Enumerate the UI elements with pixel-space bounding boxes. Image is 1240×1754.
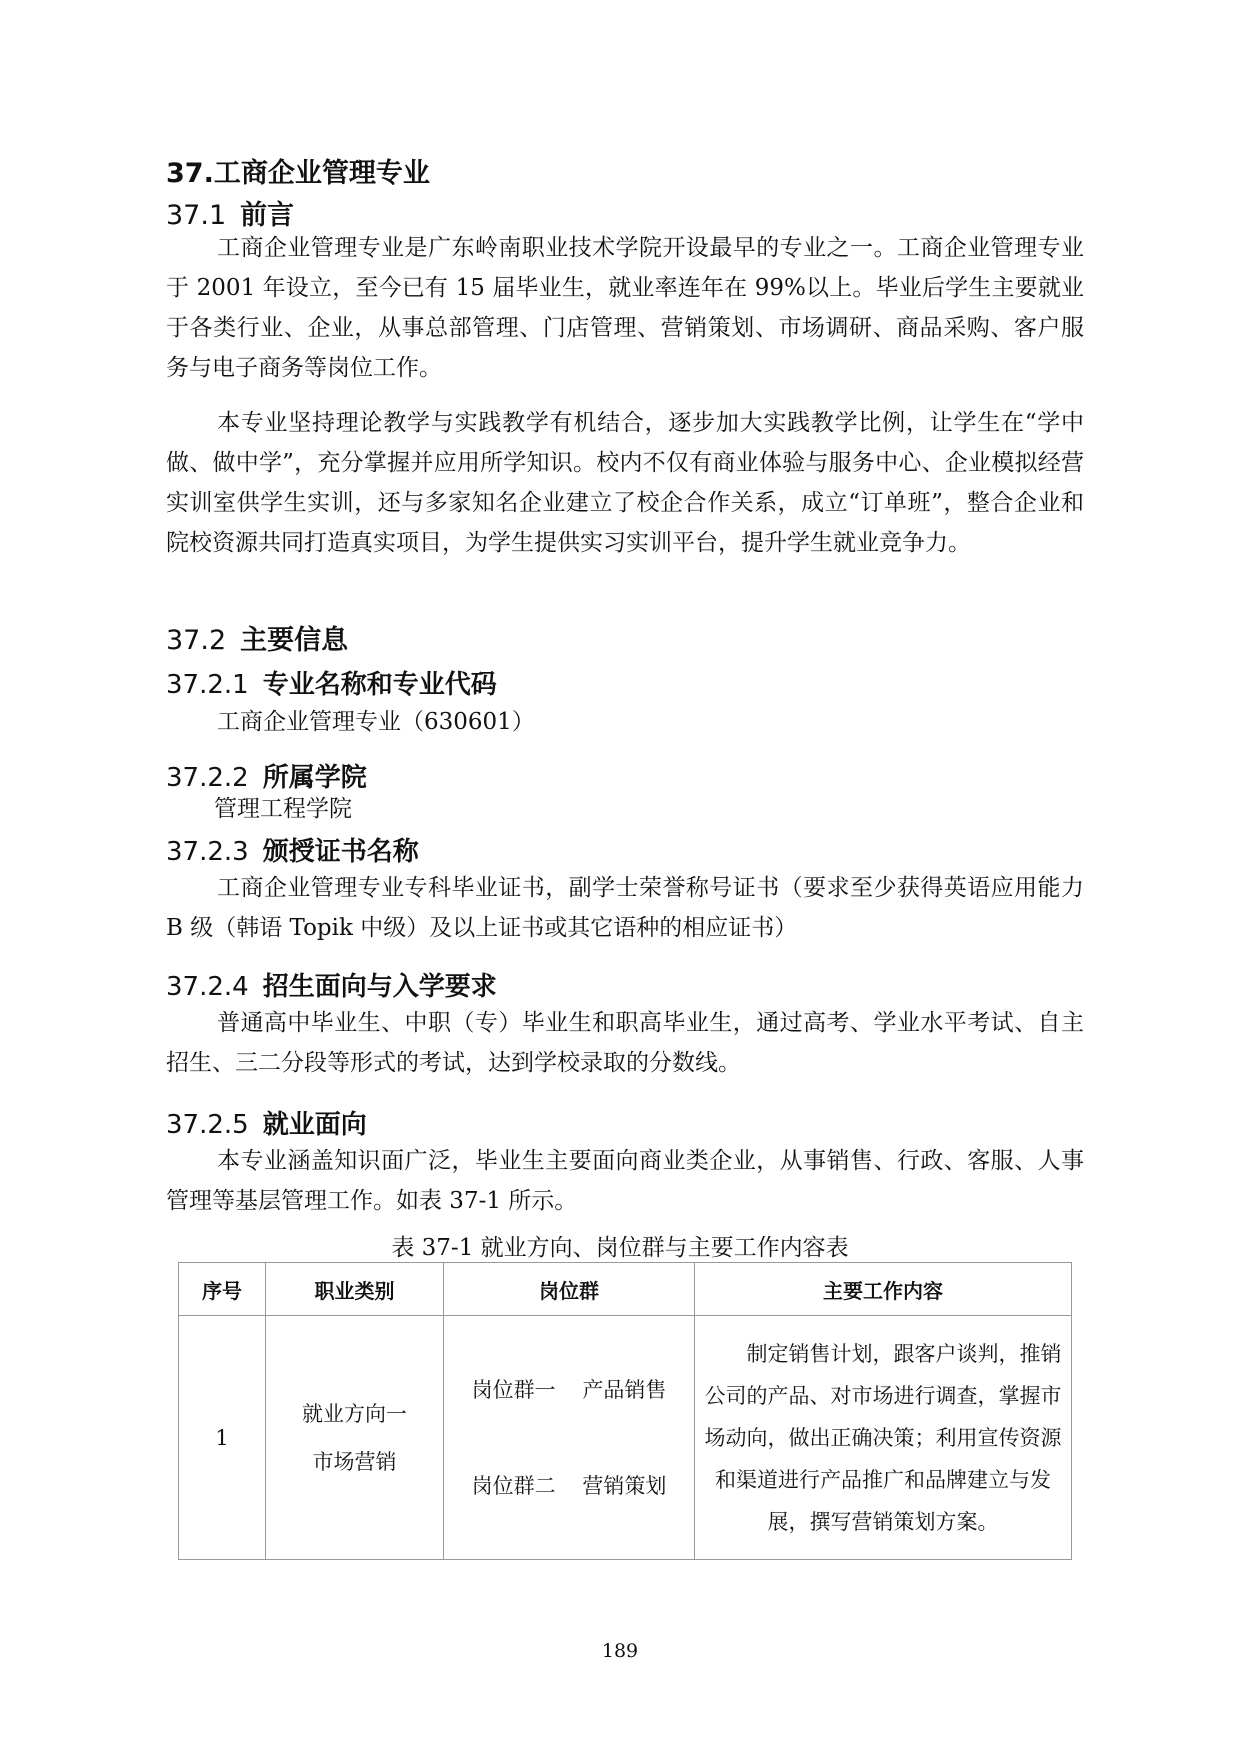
category-line: 市场营销 xyxy=(312,1449,397,1474)
page-number: 189 xyxy=(601,1640,639,1662)
subsection-heading-admission xyxy=(166,966,497,1003)
header-category: 职业类别 xyxy=(266,1263,444,1316)
certificate-paragraph: 工商企业管理专业专科毕业证书，副学士荣誉称号证书（要求至少获得英语应用能力 B 级（韩语 Topik 中级）及以上证书或其它语种的相应证书） xyxy=(166,875,1084,941)
subsection-label: 就业面向 xyxy=(262,1110,367,1140)
chapter-title: 37.工商企业管理专业 xyxy=(166,158,430,189)
category-line: 就业方向一 xyxy=(302,1401,407,1426)
header-work-content: 主要工作内容 xyxy=(695,1263,1072,1316)
post-group-line: 岗位群二 营销策划 xyxy=(471,1473,667,1498)
section-number: 37.2 xyxy=(166,625,227,656)
section-heading-preface xyxy=(166,193,294,232)
table-header-row xyxy=(179,1263,1072,1316)
table-row xyxy=(179,1316,1072,1560)
section-label: 主要信息 xyxy=(240,625,349,656)
cell-no: 1 xyxy=(179,1316,266,1560)
subsection-label: 招生面向与入学要求 xyxy=(262,972,497,1002)
subsection-heading-name-code xyxy=(166,664,497,701)
cell-post-group xyxy=(444,1316,695,1560)
subsection-number: 37.2.2 xyxy=(166,763,249,793)
header-post-group: 岗位群 xyxy=(444,1263,695,1316)
subsection-label: 所属学院 xyxy=(262,763,367,793)
subsection-number: 37.2.4 xyxy=(166,972,249,1002)
section-number: 37.1 xyxy=(166,200,227,231)
admission-paragraph: 普通高中毕业生、中职（专）毕业生和职高毕业生，通过高考、学业水平考试、自主招生、三二分段等形式的考试，达到学校录取的分数线。 xyxy=(166,1010,1084,1076)
subsection-number: 37.2.3 xyxy=(166,837,249,867)
employment-paragraph: 本专业涵盖知识面广泛，毕业生主要面向商业类企业，从事销售、行政、客服、人事管理等基层管理工作。如表 37-1 所示。 xyxy=(166,1148,1084,1214)
header-no: 序号 xyxy=(179,1263,266,1316)
subsection-heading-college xyxy=(166,757,367,794)
preface-paragraph-2: 本专业坚持理论教学与实践教学有机结合，逐步加大实践教学比例，让学生在“学中做、做中学”，充分掌握并应用所学知识。校内不仅有商业体验与服务中心、企业模拟经营实训室供学生实训，还与多家知名企业建立了校企合作关系，成立“订单班”，整合企业和院校资源共同打造真实项目，为学生提供实习实训平台，提升学生就业竞争力。 xyxy=(166,410,1084,556)
subsection-number: 37.2.5 xyxy=(166,1110,249,1140)
subsection-heading-certificate xyxy=(166,831,419,868)
preface-paragraph-1: 工商企业管理专业是广东岭南职业技术学院开设最早的专业之一。工商企业管理专业于 2001 年设立，至今已有 15 届毕业生，就业率连年在 99%以上。毕业后学生主要就业于各类行业、企业，从事总部管理、门店管理、营销策划、市场调研、商品采购、客户服务与电子商务等岗位工作。 xyxy=(166,235,1084,381)
cell-category xyxy=(266,1316,444,1560)
work-content-text: 制定销售计划，跟客户谈判，推销公司的产品、对市场进行调查，掌握市场动向，做出正确决策；利用宣传资源和渠道进行产品推广和品牌建立与发展，撰写营销策划方案。 xyxy=(704,1341,1062,1534)
post-group-line: 岗位群一 产品销售 xyxy=(471,1377,667,1402)
subsection-heading-employment xyxy=(166,1104,367,1141)
section-label: 前言 xyxy=(240,200,295,231)
subsection-number: 37.2.1 xyxy=(166,670,249,700)
table-caption: 表 37-1 就业方向、岗位群与主要工作内容表 xyxy=(391,1235,849,1261)
cell-work-content xyxy=(695,1316,1072,1560)
employment-table xyxy=(178,1262,1072,1560)
section-heading-main-info xyxy=(166,618,348,657)
major-name-code: 工商企业管理专业（630601） xyxy=(217,709,535,735)
subsection-label: 颁授证书名称 xyxy=(262,837,419,867)
subsection-label: 专业名称和专业代码 xyxy=(262,670,497,700)
college-name: 管理工程学院 xyxy=(214,796,352,822)
